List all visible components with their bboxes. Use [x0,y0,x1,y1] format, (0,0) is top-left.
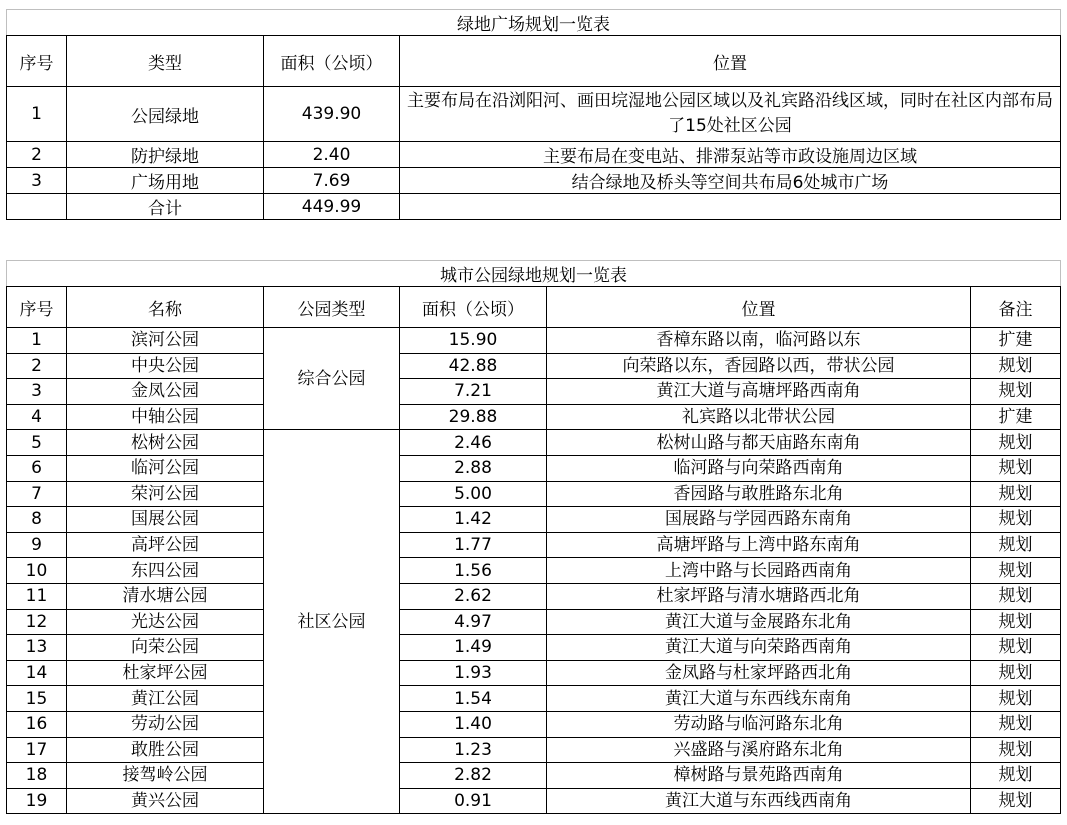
table-row [7,660,1061,686]
table-row [7,583,1061,609]
cell-type: 公园绿地 [67,87,264,142]
cell-note: 规划 [971,763,1061,789]
cell-location: 主要布局在沿浏阳河、画田垸湿地公园区域以及礼宾路沿线区域，同时在社区内部布局了15处社区公园 [400,87,1061,142]
cell-note: 规划 [971,737,1061,763]
cell-no: 15 [7,686,67,712]
table-row [7,686,1061,712]
cell-name: 敢胜公园 [67,737,264,763]
header-park-type: 公园类型 [264,287,400,328]
cell-no: 19 [7,788,67,814]
cell-no: 11 [7,583,67,609]
cell-note: 规划 [971,711,1061,737]
cell-note: 扩建 [971,328,1061,354]
cell-park-type: 社区公园 [264,430,400,814]
cell-area: 2.62 [400,583,547,609]
cell-note: 规划 [971,558,1061,584]
cell-area: 1.56 [400,558,547,584]
header-area: 面积（公顷） [400,287,547,328]
cell-area: 0.91 [400,788,547,814]
cell-location: 黄江大道与金展路东北角 [547,609,971,635]
table-row [7,737,1061,763]
cell-park-type: 综合公园 [264,328,400,430]
cell-area: 1.23 [400,737,547,763]
cell-location: 兴盛路与溪府路东北角 [547,737,971,763]
table-row [7,609,1061,635]
cell-name: 黄江公园 [67,686,264,712]
table-row [7,763,1061,789]
cell-type: 防护绿地 [67,142,264,168]
cell-name: 滨河公园 [67,328,264,354]
table-title: 绿地广场规划一览表 [7,10,1061,36]
cell-name: 国展公园 [67,507,264,533]
cell-area: 15.90 [400,328,547,354]
cell-area: 1.42 [400,507,547,533]
cell-note: 规划 [971,609,1061,635]
cell-location: 松树山路与都天庙路东南角 [547,430,971,456]
cell-area: 2.88 [400,455,547,481]
cell-no: 5 [7,430,67,456]
cell-note: 规划 [971,430,1061,456]
cell-area: 2.82 [400,763,547,789]
table-row [7,711,1061,737]
table-title: 城市公园绿地规划一览表 [7,261,1061,287]
cell-note: 规划 [971,788,1061,814]
cell-name: 松树公园 [67,430,264,456]
cell-location: 劳动路与临河路东北角 [547,711,971,737]
total-label: 合计 [67,194,264,220]
cell-no [7,194,67,220]
cell-no: 13 [7,635,67,661]
cell-area: 7.21 [400,379,547,405]
table-row [7,328,1061,354]
cell-area: 2.40 [264,142,400,168]
cell-area: 2.46 [400,430,547,456]
header-no: 序号 [7,287,67,328]
cell-location: 香樟东路以南，临河路以东 [547,328,971,354]
cell-name: 荣河公园 [67,481,264,507]
cell-note: 规划 [971,507,1061,533]
cell-location: 黄江大道与东西线东南角 [547,686,971,712]
table-row [7,635,1061,661]
cell-area: 1.93 [400,660,547,686]
cell-note: 扩建 [971,404,1061,430]
cell-location: 香园路与敢胜路东北角 [547,481,971,507]
header-no: 序号 [7,36,67,87]
table-row [7,353,1061,379]
cell-location: 主要布局在变电站、排滞泵站等市政设施周边区域 [400,142,1061,168]
cell-area: 7.69 [264,168,400,194]
table-row [7,507,1061,533]
header-note: 备注 [971,287,1061,328]
header-area: 面积（公顷） [264,36,400,87]
cell-area: 4.97 [400,609,547,635]
cell-no: 4 [7,404,67,430]
cell-name: 临河公园 [67,455,264,481]
cell-name: 光达公园 [67,609,264,635]
cell-no: 16 [7,711,67,737]
table-row [7,481,1061,507]
cell-note: 规划 [971,481,1061,507]
cell-area: 42.88 [400,353,547,379]
cell-no: 7 [7,481,67,507]
cell-area: 29.88 [400,404,547,430]
cell-location: 樟树路与景苑路西南角 [547,763,971,789]
cell-no: 3 [7,168,67,194]
header-type: 类型 [67,36,264,87]
cell-location [400,194,1061,220]
cell-location: 临河路与向荣路西南角 [547,455,971,481]
cell-location: 杜家坪路与清水塘路西北角 [547,583,971,609]
cell-no: 8 [7,507,67,533]
cell-area: 1.77 [400,532,547,558]
table-row [7,379,1061,405]
cell-area: 1.49 [400,635,547,661]
cell-no: 18 [7,763,67,789]
cell-name: 接驾岭公园 [67,763,264,789]
cell-location: 黄江大道与向荣路西南角 [547,635,971,661]
cell-note: 规划 [971,379,1061,405]
cell-no: 14 [7,660,67,686]
cell-name: 黄兴公园 [67,788,264,814]
cell-note: 规划 [971,686,1061,712]
header-name: 名称 [67,287,264,328]
header-location: 位置 [400,36,1061,87]
cell-no: 2 [7,142,67,168]
cell-name: 劳动公园 [67,711,264,737]
cell-location: 黄江大道与东西线西南角 [547,788,971,814]
cell-note: 规划 [971,455,1061,481]
cell-no: 17 [7,737,67,763]
cell-location: 高塘坪路与上湾中路东南角 [547,532,971,558]
cell-no: 1 [7,328,67,354]
cell-name: 杜家坪公园 [67,660,264,686]
cell-area: 1.40 [400,711,547,737]
total-area: 449.99 [264,194,400,220]
header-location: 位置 [547,287,971,328]
table-row [7,455,1061,481]
cell-note: 规划 [971,583,1061,609]
cell-no: 3 [7,379,67,405]
cell-name: 清水塘公园 [67,583,264,609]
cell-no: 2 [7,353,67,379]
cell-note: 规划 [971,635,1061,661]
cell-location: 结合绿地及桥头等空间共布局6处城市广场 [400,168,1061,194]
cell-no: 6 [7,455,67,481]
cell-name: 向荣公园 [67,635,264,661]
city-park-table [6,260,1061,814]
cell-area: 439.90 [264,87,400,142]
total-row [7,194,1061,220]
cell-name: 东四公园 [67,558,264,584]
table-row [7,430,1061,456]
cell-location: 国展路与学园西路东南角 [547,507,971,533]
cell-note: 规划 [971,532,1061,558]
cell-area: 1.54 [400,686,547,712]
cell-area: 5.00 [400,481,547,507]
table-row [7,558,1061,584]
table-row [7,87,1061,142]
table-row [7,404,1061,430]
cell-name: 中轴公园 [67,404,264,430]
cell-location: 向荣路以东，香园路以西，带状公园 [547,353,971,379]
cell-note: 规划 [971,660,1061,686]
table-row [7,142,1061,168]
cell-no: 9 [7,532,67,558]
cell-name: 金凤公园 [67,379,264,405]
cell-location: 黄江大道与高塘坪路西南角 [547,379,971,405]
cell-location: 上湾中路与长园路西南角 [547,558,971,584]
cell-note: 规划 [971,353,1061,379]
cell-name: 高坪公园 [67,532,264,558]
cell-no: 12 [7,609,67,635]
table-row [7,168,1061,194]
table-row [7,532,1061,558]
cell-no: 10 [7,558,67,584]
cell-no: 1 [7,87,67,142]
cell-name: 中央公园 [67,353,264,379]
cell-location: 礼宾路以北带状公园 [547,404,971,430]
cell-type: 广场用地 [67,168,264,194]
cell-location: 金凤路与杜家坪路西北角 [547,660,971,686]
table-row [7,788,1061,814]
green-space-plaza-table [6,9,1061,220]
